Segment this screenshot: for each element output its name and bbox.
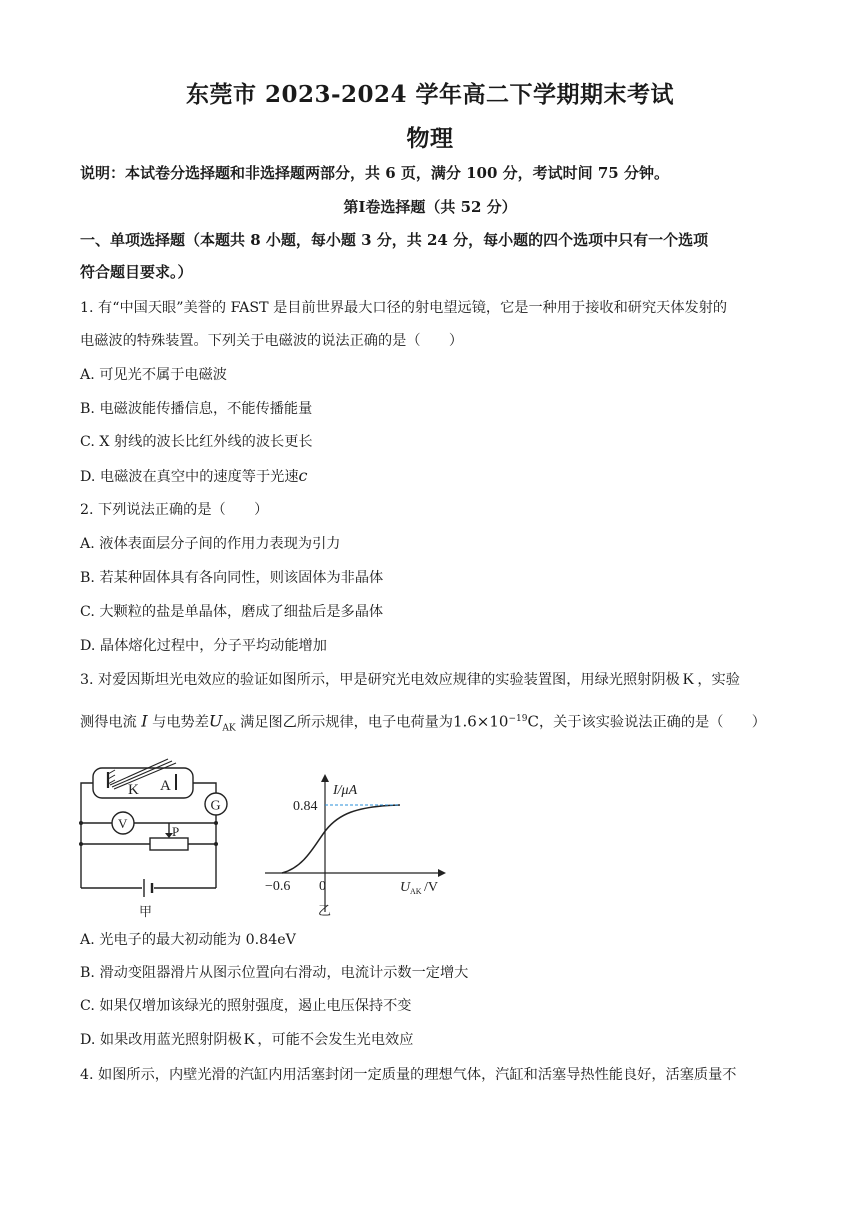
- q3-option-d-end: ，可能不会发生光电效应: [257, 1032, 414, 1048]
- x-axis-sub: AK: [410, 887, 422, 896]
- label-g: G: [210, 798, 221, 814]
- exam-note: 说明：本试卷分选择题和非选择题两部分，共 6 页，满分 100 分，考试时间 75 分钟。: [80, 164, 669, 182]
- exam-title: 东莞市 2023-2024 学年高二下学期期末考试: [185, 81, 675, 108]
- q3-voltage-symbol: U: [208, 711, 223, 731]
- part-title-line-2: 符合题目要求。）: [80, 263, 193, 281]
- caption-yi: 乙: [318, 904, 332, 919]
- label-k: K: [128, 782, 139, 798]
- q1-option-d: [80, 466, 307, 487]
- q3-option-a: A. 光电子的最大初动能为 0.84eV: [80, 932, 296, 948]
- q2-option-a: A. 液体表面层分子间的作用力表现为引力: [80, 536, 341, 552]
- q3-option-d: [80, 1030, 413, 1050]
- q3-stem-line-2-end: ，关于该实验说法正确的是（ ）: [538, 714, 766, 731]
- q1-stem-line-2: 电磁波的特殊装置。下列关于电磁波的说法正确的是（ ）: [80, 333, 464, 349]
- q3-stem-line-2: [80, 709, 766, 739]
- q3-stem-line-1-end: ，实验: [697, 672, 740, 688]
- section-title: 第Ⅰ卷选择题（共 52 分）: [343, 198, 517, 216]
- iu-curve: [282, 805, 400, 873]
- label-p: P: [172, 824, 180, 839]
- iu-graph: [260, 772, 450, 920]
- q3-voltage-subscript: AK: [222, 723, 236, 734]
- q2-option-d: D. 晶体熔化过程中，分子平均动能增加: [80, 638, 327, 654]
- q3-stem-line-2-text: 测得电流: [80, 714, 137, 731]
- caption-jia: 甲: [139, 905, 153, 918]
- q1-option-d-symbol: c: [298, 466, 308, 485]
- q3-option-d-symbol: K: [243, 1031, 256, 1048]
- label-v: V: [118, 816, 128, 831]
- q1-option-d-text: D. 电磁波在真空中的速度等于光速: [80, 469, 299, 485]
- y-axis-label: I/μA: [333, 783, 358, 798]
- q2-option-c: C. 大颗粒的盐是单晶体，磨成了细盐后是多晶体: [80, 604, 384, 620]
- q1-option-c: C. X 射线的波长比红外线的波长更长: [80, 434, 313, 450]
- q3-charge-unit: C: [527, 712, 539, 731]
- y-tick-label: 0.84: [293, 799, 318, 814]
- q2-stem: 2. 下列说法正确的是（ ）: [80, 502, 269, 518]
- q4-stem-line-1: 4. 如图所示，内壁光滑的汽缸内用活塞封闭一定质量的理想气体，汽缸和活塞导热性能良好，活塞质量不: [80, 1067, 737, 1083]
- rheostat: [150, 838, 188, 850]
- q1-option-b: B. 电磁波能传播信息，不能传播能量: [80, 401, 313, 417]
- subject-title: 物理: [406, 125, 454, 152]
- q3-cathode-symbol: K: [682, 671, 695, 688]
- q3-current-symbol: I: [141, 711, 148, 731]
- q3-stem-line-2-text-c: 满足图乙所示规律，电子电荷量为: [240, 714, 453, 731]
- part-title-line-1: 一、单项选择题（本题共 8 小题，每小题 3 分，共 24 分，每小题的四个选项中只有一个选项: [80, 231, 709, 249]
- q3-option-b: B. 滑动变阻器滑片从图示位置向右滑动，电流计示数一定增大: [80, 965, 469, 981]
- q3-stem-line-1: [80, 670, 740, 690]
- x-axis-unit: /V: [424, 880, 438, 895]
- x-axis-u: U: [400, 880, 411, 895]
- q3-option-c: C. 如果仅增加该绿光的照射强度，遏止电压保持不变: [80, 998, 412, 1014]
- q1-option-a: A. 可见光不属于电磁波: [80, 367, 227, 383]
- q3-charge-mantissa: 1.6×10: [452, 712, 509, 731]
- q2-option-b: B. 若某种固体具有各向同性，则该固体为非晶体: [80, 570, 384, 586]
- q3-charge-exponent: −19: [508, 714, 528, 724]
- label-a: A: [160, 778, 171, 794]
- x-neg-label: −0.6: [265, 879, 291, 894]
- q3-stem-line-1-text: 3. 对爱因斯坦光电效应的验证如图所示，甲是研究光电效应规律的实验装置图，用绿光照射阴极: [80, 672, 680, 688]
- q3-stem-line-2-text-b: 与电势差: [152, 714, 209, 731]
- x-zero-label: 0: [319, 879, 326, 894]
- q3-option-d-text: D. 如果改用蓝光照射阴极: [80, 1032, 242, 1048]
- circuit-diagram: [76, 758, 236, 918]
- q1-stem-line-1: 1. 有“中国天眼”美誉的 FAST 是目前世界最大口径的射电望远镜，它是一种用于接收和研究天体发射的: [80, 300, 728, 316]
